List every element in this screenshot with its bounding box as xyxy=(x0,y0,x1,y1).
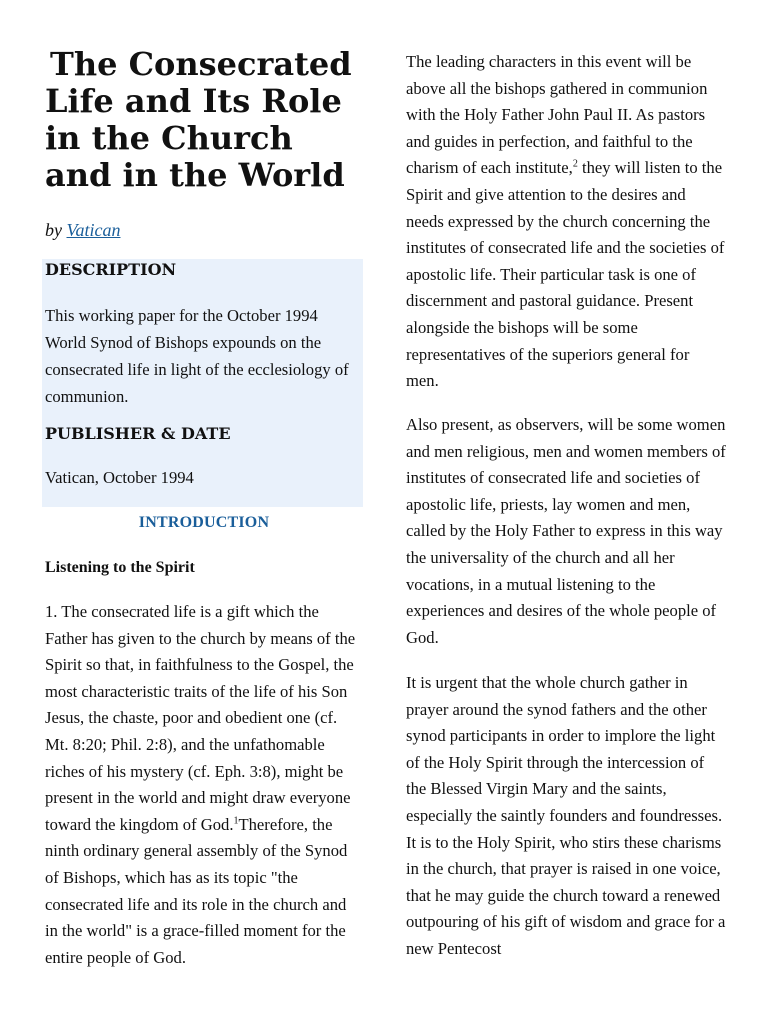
footnote-ref-2[interactable]: 2 xyxy=(572,158,578,170)
paragraph-2-text-cont: they will listen to the Spirit and give attention to the desires and needs expressed by the church concerning the institutes of consecrated life and the societies of apostolic life. Their particular task is one of discernment and pastoral guidance. Present alongside the bishops will be some representatives of the superiors general for men. xyxy=(406,158,725,391)
paragraph-1-text-cont: Therefore, the ninth ordinary general assembly of the Synod of Bishops, which has as its topic "the consecrated life and its role in the church and in the world" is a grace-filled moment for the entire people of God. xyxy=(45,814,348,967)
info-box xyxy=(42,259,363,507)
introduction-heading: INTRODUCTION xyxy=(138,514,270,531)
description-heading: DESCRIPTION xyxy=(45,260,177,279)
paragraph-2 xyxy=(406,49,726,395)
paragraph-1-text: 1. The consecrated life is a gift which the Father has given to the church by means of the Spirit so that, in faithfulness to the Gospel, the most characteristic traits of the life of his Son Jesus, the chaste, poor and obedient one (cf. Mt. 8:20; Phil. 2:8), and the unfathomable riches of his mystery (cf. Eph. 3:8), might be present in the world and might draw everyone toward the kingdom of God. xyxy=(45,602,356,834)
description-text: This working paper for the October 1994 World Synod of Bishops expounds on the consecrated life in light of the ecclesiology of communion. xyxy=(45,306,349,406)
paragraph-3: Also present, as observers, will be some women and men religious, men and women members of institutes of consecrated life and societies of apostolic life, priests, lay women and men, called by the Holy Father to express in this way the universality of the church and all her vocations, in a mutual listening to the experiences and desires of the whole people of God. xyxy=(406,415,726,647)
publisher-heading: PUBLISHER & DATE xyxy=(45,424,231,443)
section-subheading: Listening to the Spirit xyxy=(45,559,195,576)
byline xyxy=(45,218,121,242)
paragraph-2-text: The leading characters in this event will be above all the bishops gathered in communion with the Holy Father John Paul II. As pastors and guides in perfection, and faithful to the charism of each institute, xyxy=(406,52,708,178)
byline-prefix: by xyxy=(45,220,62,240)
publisher-text: Vatican, October 1994 xyxy=(45,468,194,487)
paragraph-4: It is urgent that the whole church gather in prayer around the synod fathers and the other synod participants in order to implore the light of the Holy Spirit through the intercession of the Blessed Virgin Mary and the saints, especially the saintly founders and foundresses. It is to the Holy Spirit, who stirs these charisms in the church, that prayer is raised in one voice, that he may guide the church toward a renewed outpouring of his gift of wisdom and grace for a new Pentecost xyxy=(406,673,726,958)
footnote-ref-1[interactable]: 1 xyxy=(233,815,239,827)
paragraph-1 xyxy=(45,599,363,971)
author-link[interactable]: Vatican xyxy=(66,220,121,240)
document-title: The Consecrated Life and Its Role in the Church and in the World xyxy=(45,45,352,194)
